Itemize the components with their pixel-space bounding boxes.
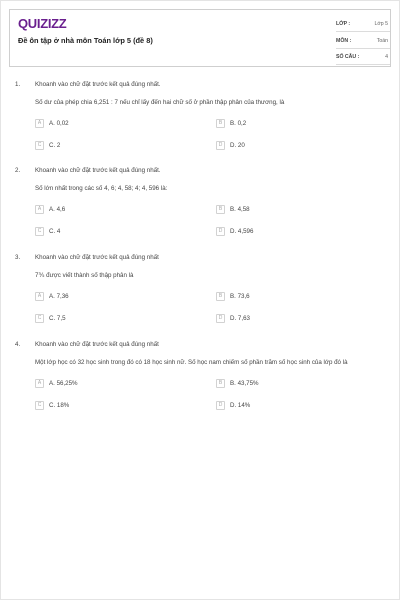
meta-value: Toán <box>376 37 388 44</box>
meta-label: MÔN : <box>336 37 352 44</box>
question-number: 4. <box>15 341 21 348</box>
question-number: 1. <box>15 81 21 88</box>
option-text: B. 0,2 <box>230 119 247 127</box>
meta-value: Lớp 5 <box>374 21 388 27</box>
option-text: D. 7,63 <box>230 314 250 322</box>
question-instruction: Khoanh vào chữ đặt trước kết quả đúng nhất <box>35 341 159 348</box>
option-letter-box: C <box>35 141 44 150</box>
meta-label: SỐ CÂU : <box>336 54 360 60</box>
meta-table <box>336 17 390 67</box>
option-text: A. 4,6 <box>49 205 66 213</box>
option-a[interactable] <box>35 204 65 214</box>
option-letter-box: A <box>35 292 44 301</box>
question-text: Một lớp học có 32 học sinh trong đó có 18 học sinh nữ. Số học nam chiếm số phần trăm số học sinh của lớp đó là <box>35 359 348 366</box>
option-letter-box: D <box>216 227 225 236</box>
option-d[interactable] <box>216 140 245 150</box>
option-a[interactable] <box>35 378 78 388</box>
option-letter-box: A <box>35 379 44 388</box>
worksheet-header <box>9 9 391 67</box>
option-text: B. 73,6 <box>230 292 250 300</box>
option-b[interactable] <box>216 291 250 301</box>
option-text: B. 4,58 <box>230 205 250 213</box>
quizizz-logo: QUIZIZZ <box>18 16 67 31</box>
option-d[interactable] <box>216 313 250 323</box>
option-d[interactable] <box>216 226 253 236</box>
question-instruction: Khoanh vào chữ đặt trước kết quả đúng nhất. <box>35 81 161 88</box>
option-text: A. 56,25% <box>49 379 78 387</box>
question-number: 3. <box>15 254 21 261</box>
worksheet-title: Đề ôn tập ở nhà môn Toán lớp 5 (đề 8) <box>18 36 153 45</box>
option-letter-box: C <box>35 401 44 410</box>
option-text: C. 4 <box>49 227 61 235</box>
option-letter-box: C <box>35 314 44 323</box>
option-letter-box: B <box>216 205 225 214</box>
option-letter-box: D <box>216 401 225 410</box>
option-letter-box: A <box>35 119 44 128</box>
option-text: B. 43,75% <box>230 379 259 387</box>
option-text: C. 18% <box>49 401 70 409</box>
option-letter-box: B <box>216 379 225 388</box>
meta-row-question-count <box>336 50 390 65</box>
question-text: Số dư của phép chia 6,251 : 7 nếu chỉ lấy đến hai chữ số ở phần thập phân của thương, là <box>35 99 285 106</box>
option-letter-box: D <box>216 314 225 323</box>
question-instruction: Khoanh vào chữ đặt trước kết quả đúng nhất. <box>35 167 161 174</box>
option-text: A. 7,36 <box>49 292 69 300</box>
meta-row-subject <box>336 34 390 49</box>
question-instruction: Khoanh vào chữ đặt trước kết quả đúng nhất <box>35 254 159 261</box>
option-b[interactable] <box>216 378 259 388</box>
option-c[interactable] <box>35 226 60 236</box>
question-text: Số lớn nhất trong các số 4, 6; 4, 58; 4; 4, 596 là: <box>35 185 168 192</box>
option-text: C. 2 <box>49 141 61 149</box>
meta-row-class <box>336 17 390 32</box>
meta-label: LỚP : <box>336 21 351 27</box>
option-letter-box: A <box>35 205 44 214</box>
option-b[interactable] <box>216 204 250 214</box>
option-letter-box: B <box>216 119 225 128</box>
option-letter-box: C <box>35 227 44 236</box>
option-a[interactable] <box>35 291 69 301</box>
option-text: C. 7,5 <box>49 314 66 322</box>
question-number: 2. <box>15 167 21 174</box>
option-letter-box: D <box>216 141 225 150</box>
option-c[interactable] <box>35 400 69 410</box>
option-c[interactable] <box>35 140 60 150</box>
option-d[interactable] <box>216 400 250 410</box>
option-a[interactable] <box>35 118 69 128</box>
option-b[interactable] <box>216 118 246 128</box>
question-text: 7⅗ được viết thành số thập phân là <box>35 272 134 279</box>
option-c[interactable] <box>35 313 66 323</box>
option-text: D. 14% <box>230 401 251 409</box>
meta-value: 4 <box>385 54 388 60</box>
option-letter-box: B <box>216 292 225 301</box>
option-text: D. 20 <box>230 141 245 149</box>
option-text: D. 4,596 <box>230 227 254 235</box>
option-text: A. 0,02 <box>49 119 69 127</box>
